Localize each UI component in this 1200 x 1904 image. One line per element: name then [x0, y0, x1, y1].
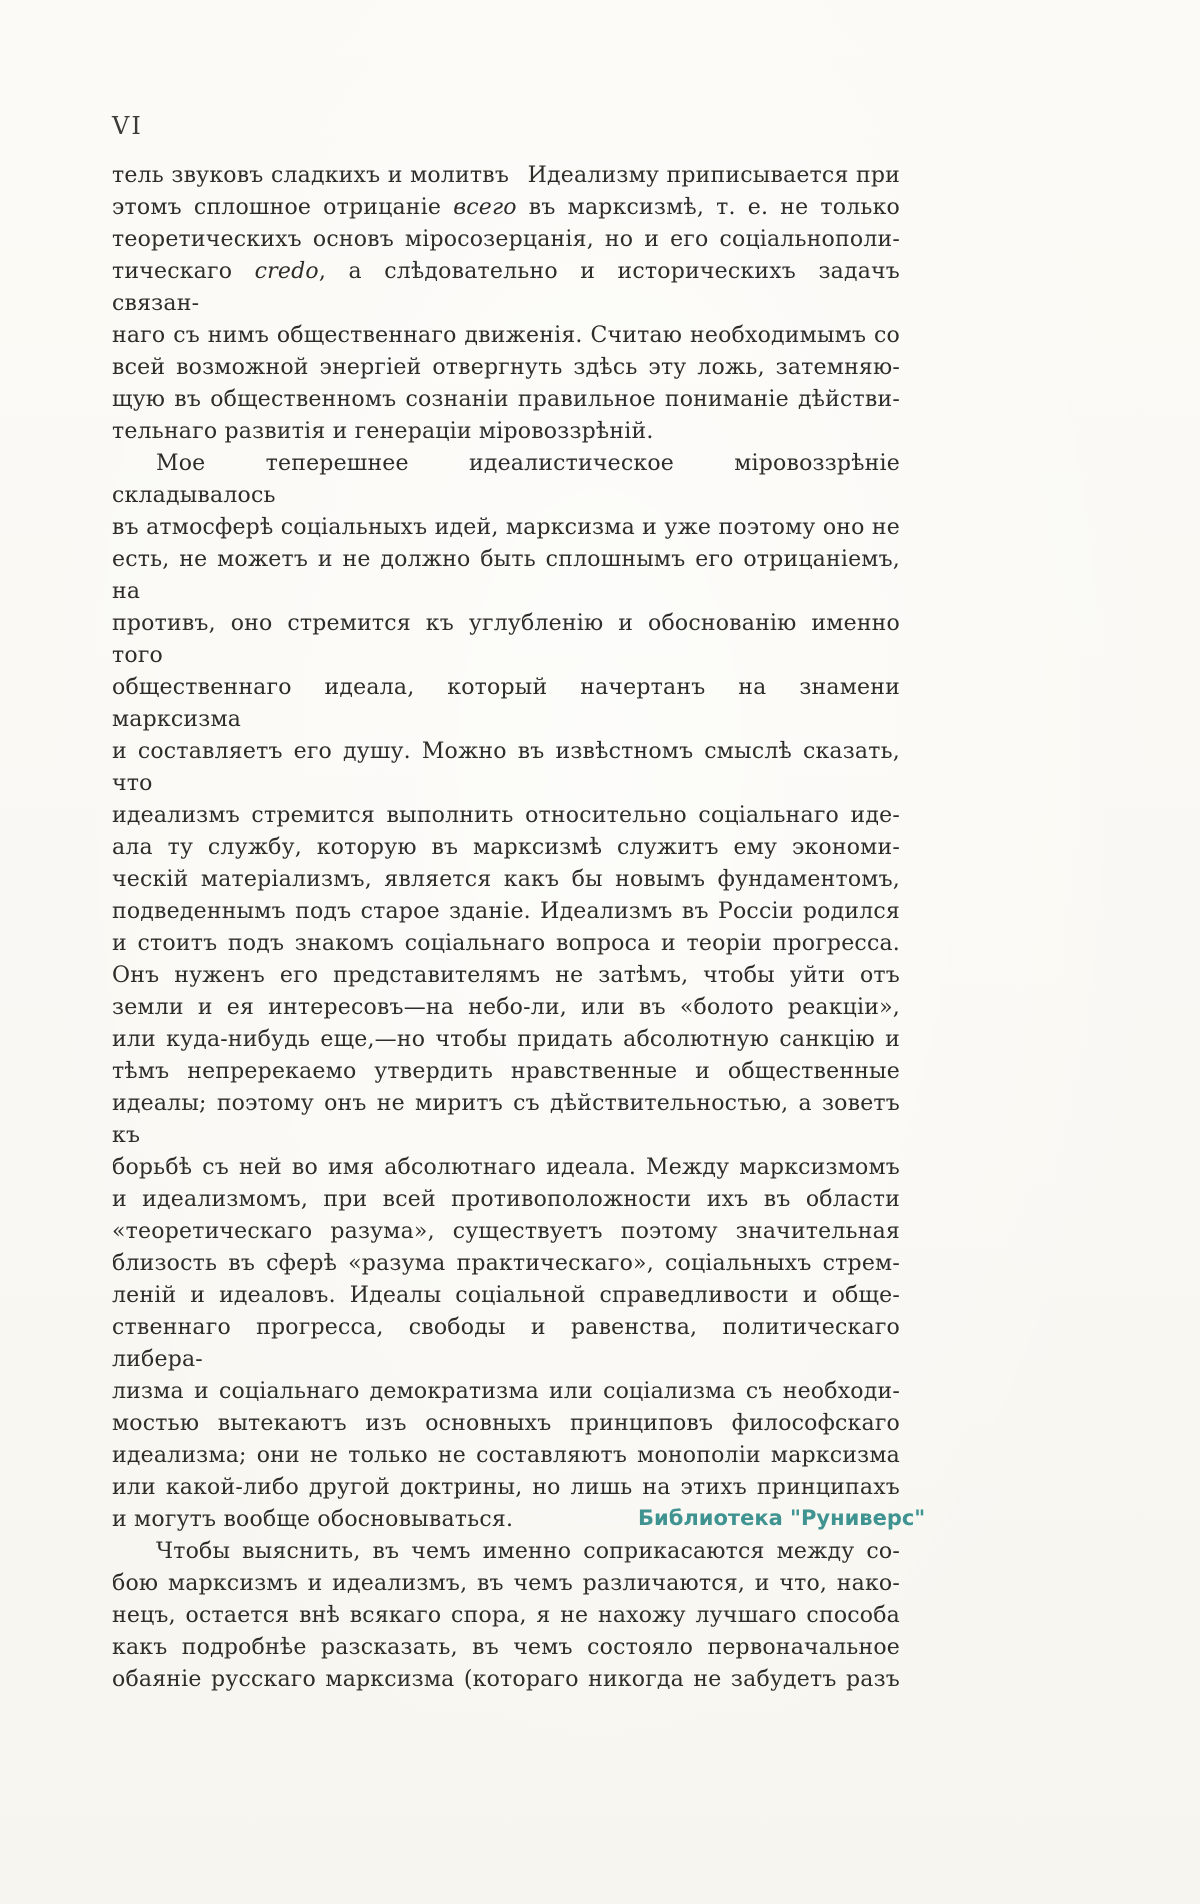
- text-segment: или какой-либо другой доктрины, но лишь на этихъ принципахъ: [112, 1475, 900, 1500]
- text-segment: Мое теперешнее идеалистическое міровоззрѣніе складывалось: [112, 451, 900, 508]
- text-segment: Чтобы выяснить, въ чемъ именно соприкасаются между со-: [156, 1539, 900, 1564]
- text-segment: идеалы; поэтому онъ не миритъ съ дѣйствительностью, а зоветъ къ: [112, 1091, 900, 1148]
- text-line: [112, 1600, 900, 1632]
- text-line: [112, 1664, 900, 1696]
- text-segment: этомъ сплошное отрицаніе: [112, 195, 454, 220]
- text-line: [112, 416, 900, 448]
- text-line: [112, 1248, 900, 1280]
- text-segment: ала ту службу, которую въ марксизмѣ служитъ ему экономи-: [112, 835, 900, 860]
- text-segment: земли и ея интересовъ—на небо-ли, или въ «болото реакціи»,: [112, 995, 900, 1020]
- text-segment: лизма и соціальнаго демократизма или соціализма съ необходи-: [112, 1379, 900, 1404]
- text-segment: тельнаго развитія и генераціи міровоззрѣній.: [112, 419, 654, 444]
- text-segment: щую въ общественномъ сознаніи правильное пониманіе дѣйстви-: [112, 387, 900, 412]
- text-segment: подведеннымъ подъ старое зданіе. Идеализмъ въ Россіи родился: [112, 899, 900, 924]
- text-segment: идеализма; они не только не составляютъ монополіи марксизма: [112, 1443, 900, 1468]
- text-block: [112, 160, 900, 1696]
- text-segment: въ марксизмѣ, т. е. не только: [516, 195, 900, 220]
- text-segment: близость въ сферѣ «разума практическаго», соціальныхъ стрем-: [112, 1251, 900, 1276]
- text-line: [112, 928, 900, 960]
- text-line: [112, 896, 900, 928]
- text-line: [112, 256, 900, 320]
- text-line: [112, 1536, 900, 1568]
- text-segment: ческій матеріализмъ, является какъ бы новымъ фундаментомъ,: [112, 867, 900, 892]
- text-line: [112, 992, 900, 1024]
- text-segment: бою марксизмъ и идеализмъ, въ чемъ различаются, и что, нако-: [112, 1571, 900, 1596]
- text-segment: леній и идеаловъ. Идеалы соціальной справедливости и обще-: [112, 1283, 900, 1308]
- text-line: [112, 320, 900, 352]
- text-segment: и идеализмомъ, при всей противоположности ихъ въ области: [112, 1187, 900, 1212]
- text-line: [112, 1632, 900, 1664]
- text-segment: борьбѣ съ ней во имя абсолютнаго идеала. Между марксизмомъ: [112, 1155, 900, 1180]
- footer-watermark: Библиотека "Руниверс": [638, 1506, 926, 1530]
- text-line: [112, 1088, 900, 1152]
- text-line: [112, 544, 900, 608]
- text-line: [112, 1568, 900, 1600]
- text-line: [112, 800, 900, 832]
- text-line: [112, 1376, 900, 1408]
- text-line: [112, 1184, 900, 1216]
- text-segment: мостью вытекаютъ изъ основныхъ принциповъ философскаго: [112, 1411, 900, 1436]
- text-segment: въ атмосферѣ соціальныхъ идей, марксизма и уже поэтому оно не: [112, 515, 900, 540]
- text-segment: обаяніе русскаго марксизма (котораго никогда не забудетъ разъ: [112, 1667, 900, 1692]
- text-line: [112, 608, 900, 672]
- text-line: [112, 448, 900, 512]
- text-segment: наго съ нимъ общественнаго движенія. Считаю необходимымъ со: [112, 323, 900, 348]
- text-segment: Онъ нуженъ его представителямъ не затѣмъ, чтобы уйти отъ: [112, 963, 900, 988]
- text-line: [112, 736, 900, 800]
- text-line: [112, 160, 900, 192]
- page-number: VI: [112, 112, 143, 140]
- text-line: [112, 1440, 900, 1472]
- text-line: [112, 512, 900, 544]
- text-segment: есть, не можетъ и не должно быть сплошнымъ его отрицаніемъ, на: [112, 547, 900, 604]
- text-segment: теоретическихъ основъ міросозерцанія, но и его соціальнополи-: [112, 227, 900, 252]
- text-line: [112, 224, 900, 256]
- text-segment: , а слѣдовательно и историческихъ задачъ связан-: [112, 259, 900, 316]
- text-line: [112, 384, 900, 416]
- text-segment: или куда-нибудь еще,—но чтобы придать абсолютную санкцію и: [112, 1027, 900, 1052]
- text-line: [112, 864, 900, 896]
- text-line: [112, 1216, 900, 1248]
- text-segment: тѣмъ непререкаемо утвердить нравственные и общественные: [112, 1059, 900, 1084]
- text-line: [112, 1312, 900, 1376]
- text-segment: нецъ, остается внѣ всякаго спора, я не нахожу лучшаго способа: [112, 1603, 900, 1628]
- text-segment: противъ, оно стремится къ углубленію и обоснованію именно того: [112, 611, 900, 668]
- text-line: [112, 1472, 900, 1504]
- text-line: [112, 960, 900, 992]
- text-segment: тель звуковъ сладкихъ и молитвъ Идеализму приписывается при: [112, 163, 900, 188]
- text-line: [112, 1024, 900, 1056]
- text-line: [112, 1408, 900, 1440]
- text-line: [112, 832, 900, 864]
- text-line: [112, 1056, 900, 1088]
- text-line: [112, 1152, 900, 1184]
- italic-text: credo: [254, 259, 319, 284]
- text-segment: и составляетъ его душу. Можно въ извѣстномъ смыслѣ сказать, что: [112, 739, 900, 796]
- text-line: [112, 352, 900, 384]
- text-line: [112, 1280, 900, 1312]
- text-segment: «теоретическаго разума», существуетъ поэтому значительная: [112, 1219, 900, 1244]
- text-segment: и стоитъ подъ знакомъ соціальнаго вопроса и теоріи прогресса.: [112, 931, 900, 956]
- text-line: [112, 672, 900, 736]
- italic-text: всего: [453, 195, 517, 220]
- text-segment: ственнаго прогресса, свободы и равенства, политическаго либера-: [112, 1315, 900, 1372]
- text-line: [112, 192, 900, 224]
- text-segment: тическаго: [112, 259, 255, 284]
- text-segment: и могутъ вообще обосновываться.: [112, 1507, 514, 1532]
- text-segment: общественнаго идеала, который начертанъ на знамени марксизма: [112, 675, 900, 732]
- text-segment: какъ подробнѣе разсказать, въ чемъ состояло первоначальное: [112, 1635, 900, 1660]
- text-segment: всей возможной энергіей отвергнуть здѣсь эту ложь, затемняю-: [112, 355, 900, 380]
- text-segment: идеализмъ стремится выполнить относительно соціальнаго иде-: [112, 803, 900, 828]
